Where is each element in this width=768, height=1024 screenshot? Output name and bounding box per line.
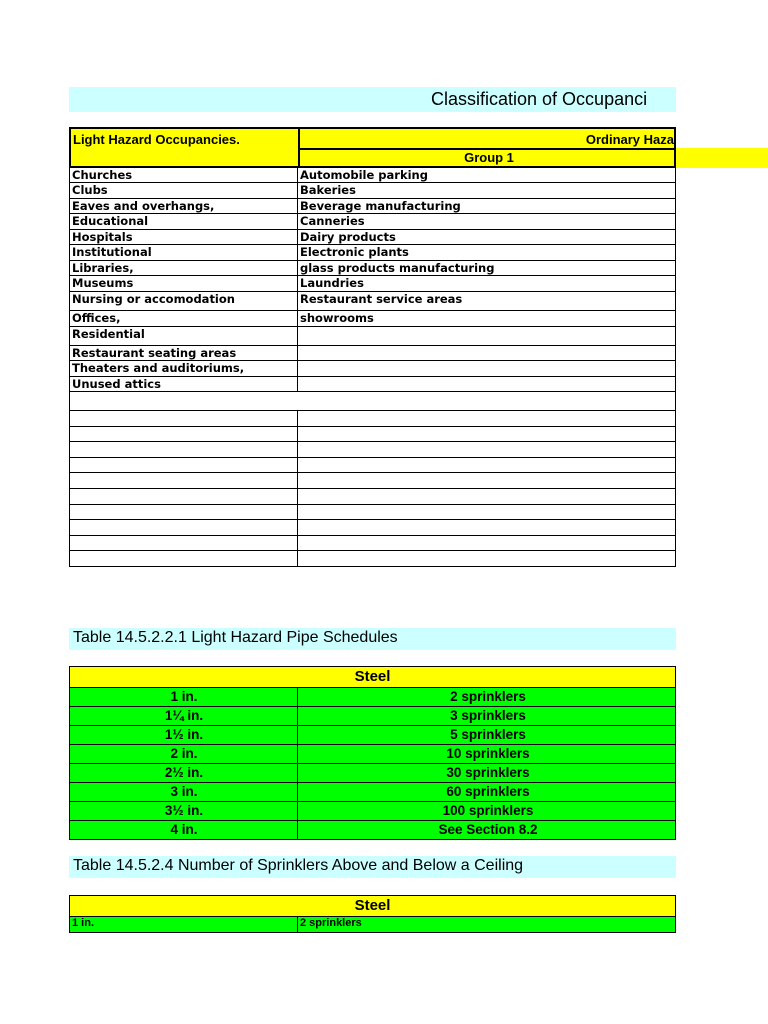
column-divider [297,245,298,260]
pipe-row [69,707,676,726]
occupancy-row [69,361,676,377]
column-divider [297,783,298,801]
column-divider [297,168,298,182]
light-hazard-cell: Institutional [72,245,152,259]
pipe-size-cell: 4 in. [170,822,198,837]
column-divider [297,917,298,932]
occupancy-row [69,292,676,311]
occupancy-row [69,230,676,245]
column-divider [297,688,298,706]
occupancy-table-header [69,127,676,168]
light-hazard-cell: Restaurant seating areas [72,346,237,360]
column-divider [297,346,298,360]
empty-gap-row [69,392,676,411]
ordinary-hazard-cell: Electronic plants [300,245,409,259]
ceiling-sprinklers-caption [69,856,676,878]
column-divider [297,745,298,763]
column-divider [297,520,298,535]
sprinkler-count-cell: 10 sprinklers [446,746,530,761]
pipe-row [69,764,676,783]
occupancy-row [69,311,676,327]
ordinary-hazard-cell: Laundries [300,276,364,290]
column-divider [297,821,298,839]
pipe-schedule-steel-header: Steel [69,666,676,688]
column-divider [297,726,298,744]
column-divider [297,536,298,551]
column-divider [297,489,298,504]
occupancy-row [69,199,676,214]
pipe-size-cell: 2 in. [170,746,198,761]
ordinary-hazard-cell: Bakeries [300,183,356,197]
empty-row [69,442,676,458]
pipe-row [69,688,676,707]
column-divider [297,505,298,520]
light-hazard-cell: Educational [72,214,149,228]
column-divider [297,199,298,213]
occupancy-row [69,377,676,392]
empty-row [69,489,676,505]
column-divider [297,764,298,782]
column-divider [297,183,298,198]
pipe-row [69,802,676,821]
empty-row [69,505,676,521]
column-divider [297,551,298,566]
empty-row [69,551,676,567]
occupancy-row [69,327,676,346]
occupancy-row [69,346,676,361]
column-divider [297,276,298,291]
pipe-size-cell: 2½ in. [164,765,204,780]
pipe-schedule-caption-text: Table 14.5.2.2.1 Light Hazard Pipe Schedules [73,629,398,646]
sprinkler-count-cell: 2 sprinklers [300,917,362,929]
light-hazard-header: Light Hazard Occupancies. [73,132,240,147]
header-yellow-extension [676,148,768,168]
light-hazard-cell: Hospitals [72,230,133,244]
sprinkler-count-cell: 5 sprinklers [450,727,526,742]
occupancy-row [69,168,676,183]
light-hazard-cell: Offices, [72,311,121,325]
column-divider [297,361,298,376]
column-divider [297,311,298,326]
column-divider [297,427,298,442]
light-hazard-cell: Clubs [72,183,108,197]
column-divider [297,411,298,426]
ordinary-hazard-cell: Automobile parking [300,168,428,182]
column-divider [297,442,298,457]
empty-row [69,520,676,536]
ordinary-hazard-cell: Dairy products [300,230,396,244]
column-divider [297,292,298,310]
pipe-size-cell: 1 in. [170,689,198,704]
sprinkler-count-cell: 60 sprinklers [446,784,530,799]
pipe-row [69,783,676,802]
pipe-row [69,726,676,745]
pipe-size-cell: 3 in. [170,784,198,799]
pipe-size-cell: 1 in. [72,917,95,929]
light-hazard-cell: Eaves and overhangs, [72,199,215,213]
sheet-title: Classification of Occupanci [431,89,648,109]
ordinary-hazard-cell: glass products manufacturing [300,261,495,275]
ordinary-hazard-cell: Canneries [300,214,365,228]
light-hazard-cell: Theaters and auditoriums, [72,361,245,375]
light-hazard-cell: Libraries, [72,261,134,275]
pipe-row [69,821,676,840]
occupancy-row [69,261,676,276]
pipe-size-cell: 3½ in. [164,803,204,818]
light-hazard-cell: Churches [72,168,133,182]
sprinkler-count-cell: 100 sprinklers [442,803,534,818]
occupancy-row [69,276,676,292]
light-hazard-cell: Nursing or accomodation [72,292,235,306]
occupancy-row [69,183,676,199]
group-1-header: Group 1 [464,150,514,165]
column-divider [297,261,298,275]
ordinary-hazard-cell: Beverage manufacturing [300,199,461,213]
column-divider [297,707,298,725]
sprinkler-count-cell: 3 sprinklers [450,708,526,723]
ordinary-hazard-cell: showrooms [300,311,374,325]
pipe-row [69,917,676,933]
sprinkler-count-cell: 30 sprinklers [446,765,530,780]
column-divider [297,473,298,488]
light-hazard-cell: Residential [72,327,145,341]
light-hazard-cell: Unused attics [72,377,161,391]
sprinkler-count-cell: 2 sprinklers [450,689,526,704]
empty-row [69,458,676,474]
column-divider [297,802,298,820]
pipe-size-cell: 1½ in. [164,727,204,742]
column-divider [297,214,298,229]
empty-row [69,473,676,489]
pipe-row [69,745,676,764]
pipe-schedule-caption [69,628,676,650]
occupancy-row [69,214,676,230]
column-divider [297,327,298,345]
empty-row [69,411,676,427]
ceiling-sprinklers-caption-text: Table 14.5.2.4 Number of Sprinklers Above and Below a Ceiling [73,857,524,874]
column-divider [297,230,298,244]
ordinary-hazard-header: Ordinary Haza [585,132,674,147]
column-divider [297,458,298,473]
sprinkler-count-cell: See Section 8.2 [438,822,538,837]
column-divider [297,377,298,391]
empty-row [69,536,676,552]
pipe-size-cell: 1¼ in. [164,708,204,723]
light-hazard-cell: Museums [72,276,134,290]
ceiling-sprinklers-steel-header: Steel [69,895,676,917]
empty-row [69,427,676,443]
ordinary-hazard-cell: Restaurant service areas [300,292,463,306]
occupancy-row [69,245,676,261]
sheet-title-bar [69,87,676,112]
